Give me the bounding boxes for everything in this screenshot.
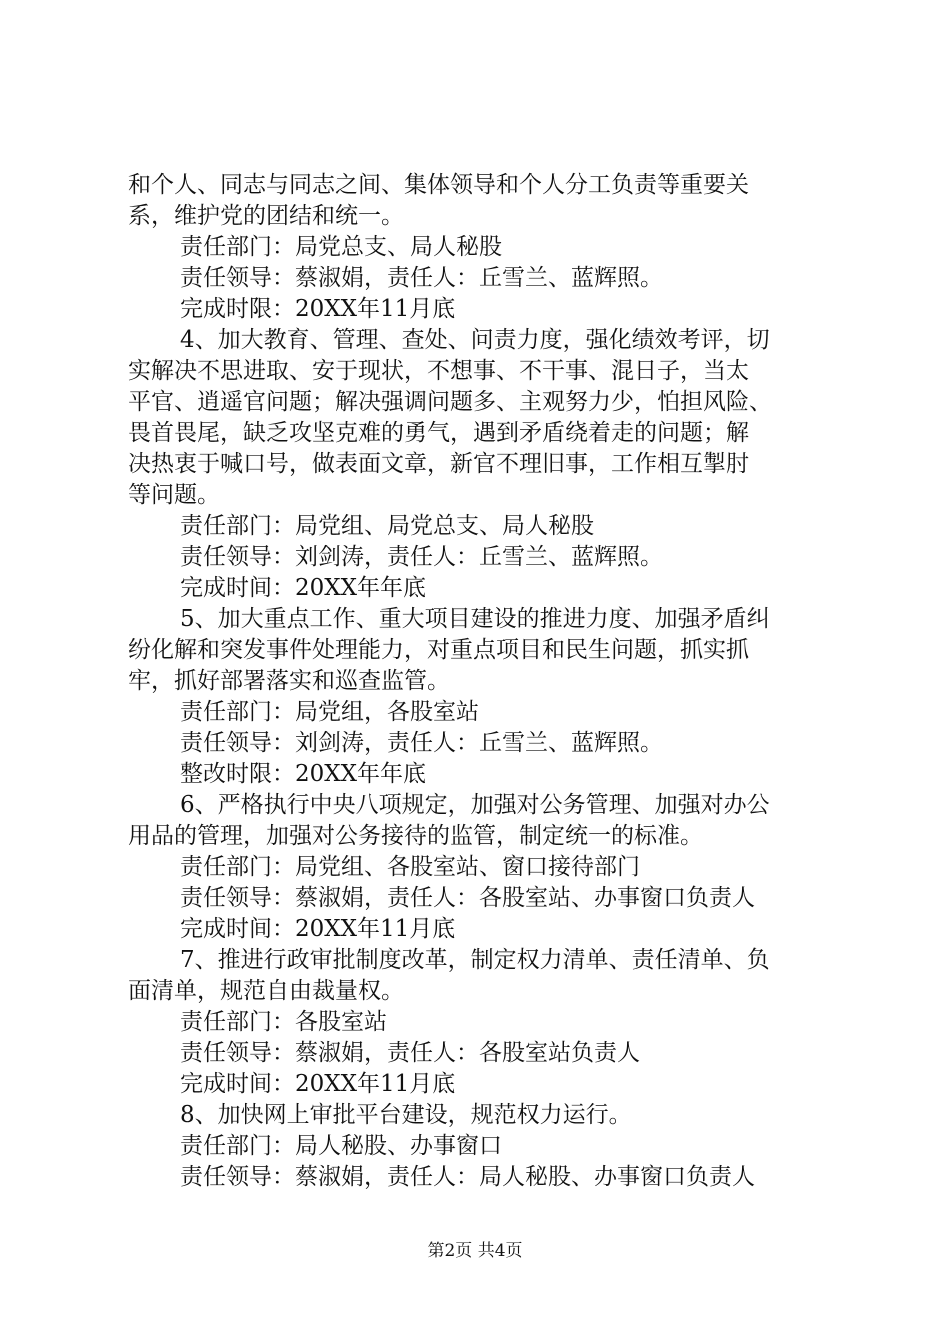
text-line: 责任领导：蔡淑娟，责任人：各股室站、办事窗口负责人 [180,885,755,911]
text-line: 责任领导：刘剑涛，责任人：丘雪兰、蓝辉照。 [180,730,663,756]
text-line: 和个人、同志与同志之间、集体领导和个人分工负责等重要关 [128,172,749,198]
text-line: 用品的管理，加强对公务接待的监管，制定统一的标准。 [128,823,703,849]
text-line: 完成时限：20XX年11月底 [180,296,456,322]
document-body [128,170,828,1193]
text-line: 畏首畏尾，缺乏攻坚克难的勇气，遇到矛盾绕着走的问题；解 [128,420,749,446]
text-line: 平官、逍遥官问题；解决强调问题多、主观努力少，怕担风险、 [128,389,772,415]
text-line: 7、推进行政审批制度改革，制定权力清单、责任清单、负 [180,947,770,973]
text-line: 系，维护党的团结和统一。 [128,203,404,229]
text-line: 整改时限：20XX年年底 [180,761,427,787]
text-line: 8、加快网上审批平台建设，规范权力运行。 [180,1102,632,1128]
text-line: 责任部门：局党组、各股室站、窗口接待部门 [180,854,640,880]
text-line: 5、加大重点工作、重大项目建设的推进力度、加强矛盾纠 [180,606,770,632]
text-line: 等问题。 [128,482,220,508]
text-line: 完成时间：20XX年11月底 [180,916,456,942]
text-line: 责任部门：局党组，各股室站 [180,699,479,725]
text-line: 实解决不思进取、安于现状，不想事、不干事、混日子，当太 [128,358,749,384]
page-footer: 第2页 共4页 [427,1241,523,1261]
text-line: 责任领导：蔡淑娟，责任人：局人秘股、办事窗口负责人 [180,1164,755,1190]
text-line: 6、严格执行中央八项规定，加强对公务管理、加强对办公 [180,792,770,818]
text-line: 责任部门：局人秘股、办事窗口 [180,1133,502,1159]
text-line: 责任领导：蔡淑娟，责任人：丘雪兰、蓝辉照。 [180,265,663,291]
text-line: 责任部门：各股室站 [180,1009,387,1035]
text-line: 责任部门：局党总支、局人秘股 [180,234,502,260]
text-line: 责任领导：蔡淑娟，责任人：各股室站负责人 [180,1040,640,1066]
text-line: 纷化解和突发事件处理能力，对重点项目和民生问题，抓实抓 [128,637,749,663]
text-line: 牢，抓好部署落实和巡查监管。 [128,668,450,694]
text-line: 4、加大教育、管理、查处、问责力度，强化绩效考评，切 [180,327,770,353]
text-line: 完成时间：20XX年11月底 [180,1071,456,1097]
text-line: 决热衷于喊口号，做表面文章，新官不理旧事，工作相互掣肘 [128,451,749,477]
text-line: 责任领导：刘剑涛，责任人：丘雪兰、蓝辉照。 [180,544,663,570]
text-line: 面清单，规范自由裁量权。 [128,978,404,1004]
text-line: 责任部门：局党组、局党总支、局人秘股 [180,513,594,539]
text-line: 完成时间：20XX年年底 [180,575,427,601]
